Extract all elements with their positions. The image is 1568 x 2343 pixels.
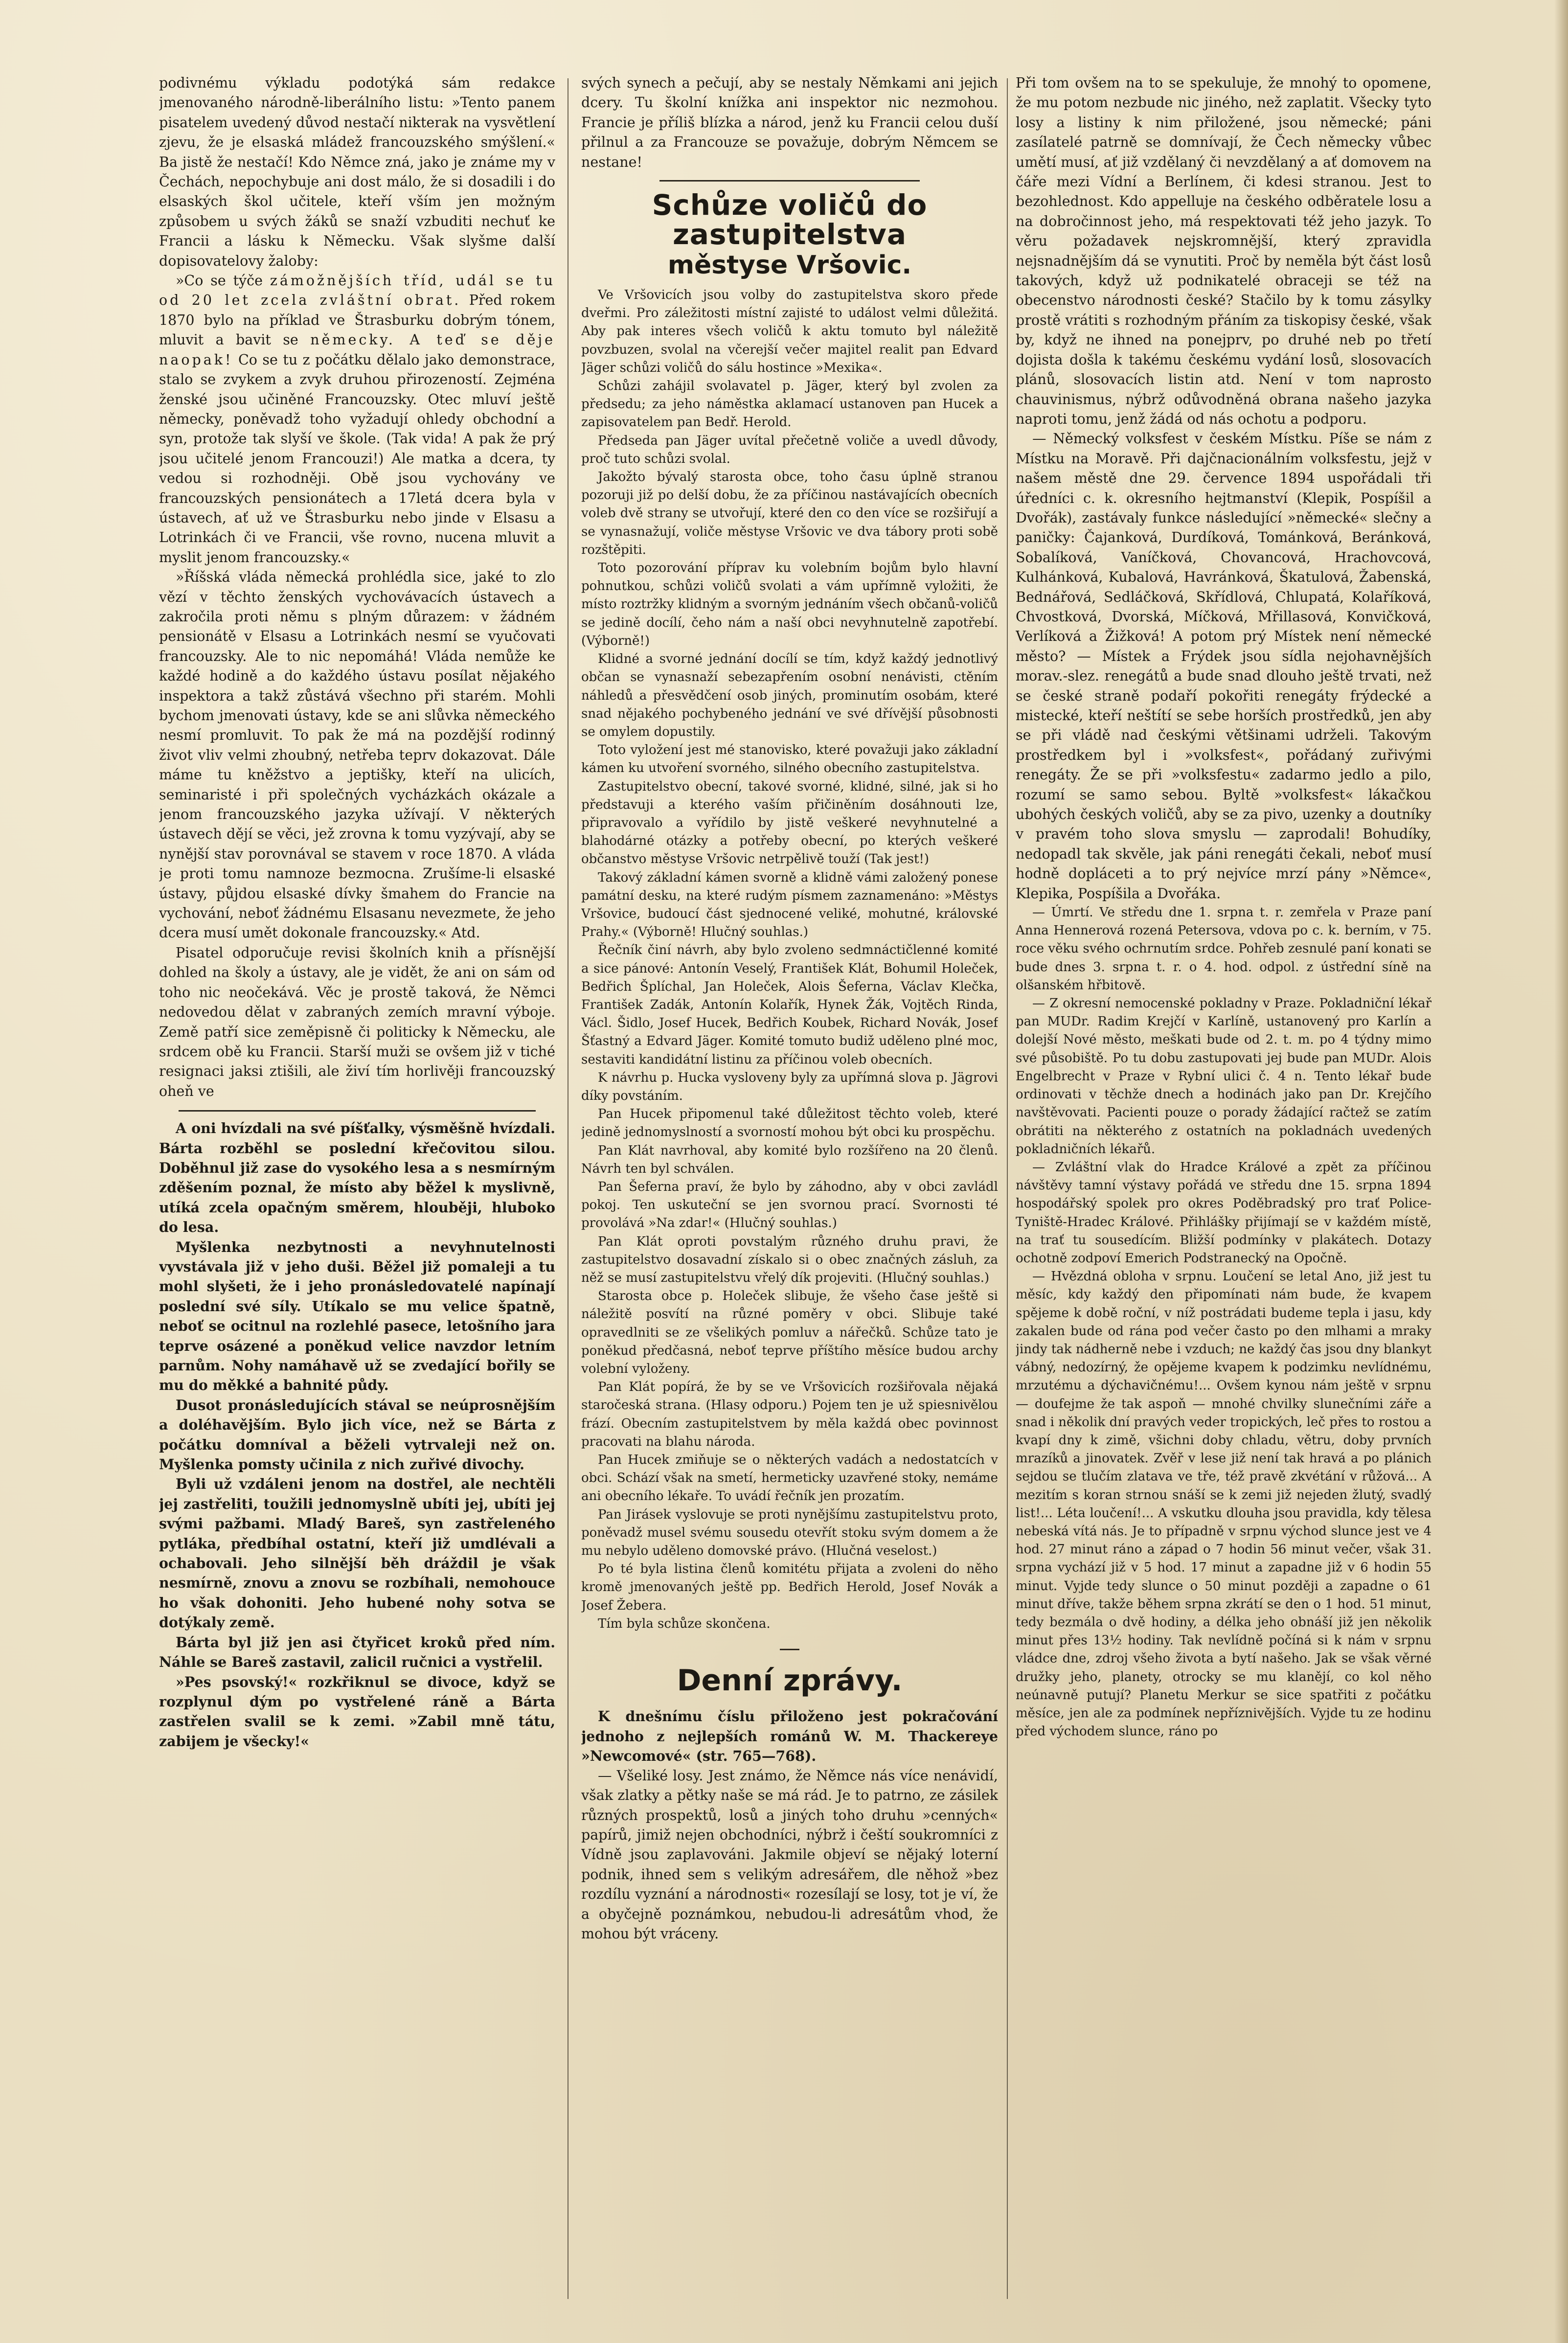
paragraph: Po té byla listina členů komitétu přijata a zvoleni do něho kromě jmenovaných ještě pp. Bedřich Herold, Josef Novák a Josef Žebera.	[581, 1562, 998, 1613]
paragraph: Byli už vzdáleni jenom na dostřel, ale nechtěli jej zastřeliti, toužili jednomyslně ubíti jej, ubíti jej svými pažbami. Mladý Bareš, syn zastřeleného pytláka, předbíhal ostatní, kteří již umdlévali a ochabovali. Jeho silnější běh dráždil je však nesmírně, znovu a znovu se rozbíhali, nemohouce ho však dohoniti. Jeho hubené nohy sotva se dotýkaly země.	[159, 1476, 555, 1631]
article-end-rule	[581, 1636, 998, 1656]
paragraph: Schůzi zahájil svolavatel p. Jäger, který byl zvolen za předsedu; za jeho náměstka aklamací ustanoven pan Hucek a zapisovatelem pan Bedř. Herold.	[581, 379, 998, 430]
paragraph: Toto vyložení jest mé stanovisko, které považuji jako základní kámen ku utvoření svorného, silného obecního zastupitelstva.	[581, 743, 998, 776]
paragraph: K dnešnímu číslu přiloženo jest pokračování jednoho z nejlepších románů W. M. Thackereye »Newcomové« (str. 765—768).	[581, 1708, 998, 1765]
paragraph: — Zvláštní vlak do Hradce Králové a zpět za příčinou návštěvy tamní výstavy pořádá ve středu dne 15. srpna 1894 hospodářský spolek pro okres Poděbradský pro trať Police-Tyniště-Hradec Králové. Přihlášky přijímají se v každém místě, na trať tu sousedícím. Bližší podmínky v plakátech. Dotazy ochotně zodpoví Emerich Podstranecký na Opočně.	[1016, 1160, 1432, 1266]
column-3	[1016, 73, 1432, 2304]
paragraph: — Hvězdná obloha v srpnu. Loučení se letal Ano, již jest tu měsíc, kdy každý den připomínati nám bude, že kvapem spějeme k době roční, v níž postrádati budeme tepla i jasu, kdy zakalen bude od rána pod večer často po den mlhami a mraky jindy tak nádherně nebe i vzduch; ne každý čas jsou dny blankyt vábný, nedozírný, že opějeme kvapem k podzimku nevlídnému, mrzutému a dýchavičnému!... Ovšem kynou nám ještě v srpnu — doufejme že tak aspoň — mnohé chvilky slunečními záře a snad i několik dní pravých veder tropických, leč přes to rostou a kvapí dny k zimě, všichni doby chladu, větru, doby prvních mrazíků a jinovatek. Zvěř v lese již není tak hravá a po plánich sejdou se tlučím zlatava ve tře, též pravě zkvétání v růžová... A mezitím s koran strnou snáší se k zemi již nejeden žlutý, svadlý list!... Léta loučení!... A vskutku dlouha jsou pravidla, kdy tělesa nebeská vítá nás. Je to případně v srpnu východ slunce jest ve 4 hod. 27 minut ráno a západ o 7 hodin 56 minut večer, však 31. srpna vychází již v 5 hod. 17 minut a zapadne již v 6 hodin 55 minut. Vyjde tedy slunce o 50 minut později a zapadne o 61 minut dříve, takže během srpna zkrátí se den o 1 hod. 51 minut, tedy bezmála o dvě hodiny, a délka jeho obnáší již jen několik minut přes 13½ hodiny. Tak nevlídně počíná si k nám v srpnu vládce dne, zdroj všeho života a bytí našeho. Jak se však věrné družky jeho, planety, otrocky se mu klanějí, co kol něho neúnavně putují? Planetu Merkur se sice spatřiti z počátku měsíce, jen ale za podmínek nepříznivějších. Vyjde tu ze hodinu před východem slunce, ráno po	[1016, 1269, 1432, 1739]
paragraph: Takový základní kámen svorně a klidně vámi založený ponese památní desku, na které rudým písmem zaznamenáno: »Městys Vršovice, budoucí část sjednocené veliké, mohutné, královské Prahy.« (Výborně! Hlučný souhlas.)	[581, 870, 998, 940]
paragraph: A oni hvízdali na své píšťalky, výsměšně hvízdali. Bárta rozběhl se poslední křečovitou silou. Doběhnul již zase do vysokého lesa a s nesmírným zděšením poznal, že místo aby běžel k myslivně, utíká zcela opačným směrem, hlouběji, hluboko do lesa.	[159, 1120, 555, 1236]
spaced-text-run: německy. A teď se děje naopak!	[159, 332, 555, 368]
text-run: »Co se týče	[176, 273, 263, 289]
paragraph: Pisatel odporučuje revisi školních knih a přísnější dohled na školy a ústavy, ale je vidět, že ani on sám od toho nic neočekává. Věc je prostě taková, že Němci nedovedou dělat v zabraných zemích mravní výboje. Země patří sice zeměpisně či politicky k Německu, ale srdcem obě ku Francii. Starší muži se ovšem již v tiché resignaci jaksi ztišili, ale živí tím horlivěji francouzský oheň ve	[159, 944, 555, 1099]
paragraph: Klidné a svorné jednání docílí se tím, když každý jednotlivý občan se vynasnaží sebezapřením osobní nenávisti, ctěním náhledů a přesvědčení osob jiných, prominutím osobám, které snad nějakého pochybeného jednání ve své dřívější působnosti se omylem dopustily.	[581, 652, 998, 739]
paragraph: — Všeliké losy. Jest známo, že Němce nás více nenávidí, však zlatky a pětky naše se má rád. Je to patrno, ze zásilek různých prospektů, losů a jiných toho druhu »cenných« papírů, jimiž nejen obchodníci, nýbrž i čeští soukromníci z Vídně jsou zaplavováni. Jakmile objeví se nějaký loterní podnik, ihned sem s velikým adresářem, dle něhož »bez rozdílu vyznání a národnosti« rozesílají se losy, tot je ví, že a obyčejně poznámkou, nebudou-li adresátům vhod, že mohou být vráceny.	[581, 1767, 998, 1942]
paragraph: podivnému výkladu podotýká sám redakce jmenovaného národně-liberálního listu: »Tento panem pisatelem uvedený důvod nestačí nikterak na vysvětlení zjevu, že je elsaská mládež francouzského smýšlení.« Ba jistě že nestačí! Kdo Němce zná, jako je známe my v Čechách, nepochybuje ani dost málo, že si dosadili i do elsaských škol učitele, kteří vším jen možným způsobem u svých žáků se snaží vzbuditi nechuť ke Francii a lásku k Německu. Však slyšme další dopisovatelovy žaloby:	[159, 75, 555, 269]
section-headline: Denní zprávy.	[677, 1663, 903, 1698]
column-2	[581, 73, 998, 2304]
paragraph: »Pes psovský!« rozkřiknul se divoce, když se rozplynul dým po vystřelené ráně a Bárta zastřelen svalil se k zemi. »Zabil mně tátu, zabijem je všecky!«	[159, 1673, 555, 1750]
paragraph: Starosta obce p. Holeček slibuje, že všeho čase ještě si náležitě posvítí na různé poměry v obci. Slibuje také opravedlniti se ze všelikých pomluv a nářečků. Schůze tato je poněkud předčasná, neboť teprve příštího měsíce budou archy volební vyloženy.	[581, 1289, 998, 1377]
paragraph: Pan Klát oproti povstalým různého druhu pravi, že zastupitelstvo dosavadní získalo si o obec značných zásluh, za něž se musí zastupitelstvu vřelý dík projeviti. (Hlučný souhlas.)	[581, 1234, 998, 1285]
paragraph: Pan Hucek připomenul také důležitost těchto voleb, které jedině jednomyslností a svorností mohou být obci ku prospěchu.	[581, 1107, 998, 1140]
text-run: Co se tu z počátku dělalo jako demonstrace, stalo se zvykem a zvyk druhou přirozeností. Zejména ženské jsou učiněné Francouzsky. Otec mluví ještě německy, poněvadž toho vyžadují ohledy obchodní a syn, protože tak slyší ve škole. (Tak vida! A pak že prý jsou učitelé jenom Francouzi!) Ale matka a dcera, ty vedou si rozhodněji. Obě jsou vychovány ve francouzských pensionátech a 17letá dcera byla v ústavech, ať už ve Štrasburku nebo jinde v Elsasu a Lotrinkách či ve Francii, vše rovno, nucena mluvit a myslit jenom francouzsky.«	[159, 351, 555, 566]
paragraph	[159, 271, 555, 568]
paragraph: svých synech a pečují, aby se nestaly Němkami ani jejich dcery. Tu školní knížka ani inspektor nic nezmohou. Francie je příliš blízka a národ, jenž ku Francii celou duší přilnul a za Francouze se považuje, dobrým Němcem se nestane!	[581, 75, 998, 170]
paragraph: Při tom ovšem na to se spekuluje, že mnohý to opomene, že mu potom nezbude nic jiného, než zaplatit. Všecky tyto losy a listiny k nim přiložené, jsou německé; páni zasílatelé patrně se domnívají, že Čech německy vůbec umětí musí, ať již vzdělaný či nevzdělaný a ať domovem na čáře mezi Vídní a Berlínem, či kdesi stranou. Jest to bezohlednost. Kdo appelluje na českého odběratele losu a na dobročinnost jeho, má respektovati též jeho jazyk. To věru požadavek nejskromnější, který zpravidla nejsnadnějším dá se vynutiti. Proč by neměla být část losů takových, když už podnikatelé obraceji se též na obecenstvo národnosti české? Stačilo by k tomu zásylky prostě vrátiti s rozhodným přáním za tiskopisy české, však by, když ne ihned na ponejprv, po druhé neb po třetí dojista došla k takému českému vydání losů, slosovacích plánů, slosovacích listin atd. Není v tom naprosto chauvinismus, nýbrž odůvodněná obrana našeho jazyka naproti tomu, jenž žádá od nás ochotu a podporu.	[1016, 75, 1432, 427]
paragraph: Dusot pronásledujících stával se neúprosnějším a doléhavějším. Bylo jich více, než se Bárta z počátku domníval a běželi vytrvaleji než on. Myšlenka pomsty učinila z nich zuřivé divochy.	[159, 1396, 555, 1473]
paragraph: Ve Vršovicích jsou volby do zastupitelstva skoro přede dveřmi. Pro záležitosti místní zajisté to událost velmi důležitá. Aby pak interes všech voličů k aktu tomuto byl náležitě povzbuzen, svolal na včerejší večer majitel realit pan Edvard Jäger schůzi voličů do sálu hostince »Mexika«.	[581, 288, 998, 375]
paragraph: »Říšská vláda německá prohlédla sice, jaké to zlo vězí v těchto ženských vychovávacích ústavech a zakročila proti němu s plným důrazem: v žádném pensionátě v Elsasu a Lotrinkách nesmí se vyučovati francouzsky. Ale to nic nepomáhá! Vláda nemůže ke každé hodině a do každého ústavu posílat nějakého inspektora a takž zůstává všechno při starém. Mohli bychom jmenovati ústavy, kde se ani slůvka německého nesmí promluvit. To pak že má na pozdější rodinný život vliv velmi zhoubný, netřeba teprv dokazovat. Dále máme tu kněžstvo a jeptišky, kteří na ulicích, seminaristé i při společných vycházkách okázale a jenom francouzského jazyka užívají. V některých ústavech dějí se věci, jež zrovna k tomu vyzývají, aby se nynější stav porovnával se stavem v roce 1870. A vláda je proti tomu namnoze bezmocna. Zrušíme-li elsaské ústavy, půjdou elsaské dívky šmahem do Francie na vychování, neboť žádnému Elsasanu nevezmete, že jeho dcera musí umět dokonale francouzsky.« Atd.	[159, 569, 555, 941]
paragraph: — Z okresní nemocenské pokladny v Praze. Pokladniční lékař pan MUDr. Radim Krejčí v Karlíně, ustanovený pro Karlín a dolejší Nové město, meškati bude od 2. t. m. po 4 týdny mimo své působiště. Po tu dobu zastupovati jej bude pan MUDr. Alois Engelbrecht v Praze v Rybní ulici č. 4 n. Tento lékař bude ordinovati v těchže dnech a hodinách jako pan Dr. Krejčího navštěvovati. Pacienti pouze o porady žádající račtež se zatím obrátiti na některého z ostatních na pokladnách uvedených pokladničních lékařů.	[1016, 996, 1432, 1157]
paragraph: Jakožto bývalý starosta obce, toho času úplně stranou pozoruji již po delší dobu, že za příčinou nastávajících obecních voleb dvě strany se utvořují, které den co den více se rozšiřují a se vynasnažují, voliče městyse Vršovic ve dva tábory proti sobě rozštěpiti.	[581, 470, 998, 557]
paragraph: Pan Jirásek vyslovuje se proti nynějšímu zastupitelstvu proto, poněvadž musel svému sousedu otevřít stoku svým domem a že mu nebylo uděleno domovské právo. (Hlučná veselost.)	[581, 1507, 998, 1559]
paragraph: Tím byla schůze skončena.	[598, 1616, 771, 1631]
paragraph: Toto pozorování příprav ku volebním bojům bylo hlavní pohnutkou, schůzi voličů svolati a vám upřímně vyložiti, že místo roztržky klidným a svorným jednáním všech občanů-voličů se jedině docílí, čeho nám a naší obci nevyhnutelně zapotřebí. (Výborně!)	[581, 561, 998, 648]
paragraph: — Německý volksfest v českém Místku. Píše se nám z Místku na Moravě. Při dajčnacionálním volksfestu, jejž v našem městě dne 29. července 1894 uspořádali tři úředníci c. k. okresního hejtmanství (Klepik, Pospíšil a Dvořák), zastávaly funkce následující »německé« slečny a paničky: Čajanková, Durdíková, Tománková, Beránková, Sobalíková, Vaníčková, Chovancová, Hrachovcová, Kulhánková, Kubalová, Havránková, Škatulová, Žabenská, Bednářová, Sedláčková, Skřídlová, Chlupatá, Kolaříková, Chvostková, Dvorská, Míčková, Mřillasová, Konvičková, Verlíková a Žižková! A potom prý Místek není německé město? — Místek a Frýdek jsou sídla nejohavnějších morav.-slez. renegátů a bude snad dlouho ještě trvati, než se české straně podaří pokořiti renegáty frýdecké a mistecké, kteří neštítí se sebe horších prostředků, jen aby se při vládě nad českými většinami udrželi. Takovým prostředkem byl i »volksfest«, pořádaný zuřivými renegáty. Že se při »volksfestu« zadarmo jedlo a pilo, rozumí se samo sebou. Byltě »volksfest« lákačkou ubohých českých voličů, aby se za pivo, uzenky a doutníky v pravém toho slova smyslu — zaprodali! Bohudíky, nedopadl tak skvěle, jak páni renegáti čekali, neboť musí hodně dopláceti a to prý nejvíce mrzí pány »Němce«, Klepika, Pospíšila a Dvořáka.	[1016, 431, 1432, 902]
paragraph: — Úmrtí. Ve středu dne 1. srpna t. r. zemřela v Praze paní Anna Hennerová rozená Petersova, vdova po c. k. berním, v 75. roce věku svého ochrnutím srdce. Pohřeb zesnulé paní konati se bude dnes 3. srpna t. r. o 4. hod. odpol. z ústřední síně na olšanském hřbitově.	[1016, 905, 1432, 993]
paragraph: Zastupitelstvo obecní, takové svorné, klidné, silné, jak si ho představuji a kterého vaším přičiněním dosáhnouti lze, připravovalo a vyřídilo by jistě veškeré nevyhnutelné a blahodárné otázky a potřeby obecní, po kterých veškeré občanstvo městyse Vršovic netrpělivě touží (Tak jest!)	[581, 779, 998, 867]
paragraph: Řečník činí návrh, aby bylo zvoleno sedmnáctičlenné komité a sice pánové: Antonín Veselý, František Klát, Bohumil Holeček, Bedřich Šplíchal, Jan Holeček, Alois Šeferna, Václav Klečka, František Zadák, Antonín Kolařík, Hynek Žák, Vojtěch Rinda, Václ. Šidlo, Josef Hucek, Bedřich Koubek, Richard Novák, Josef Šťastný a Edvard Jäger. Komité tomuto budiž uděleno plné moc, sestaviti kandidátní listinu za příčinou voleb obecních.	[581, 943, 998, 1067]
paragraph: Pan Šeferna praví, že bylo by záhodno, aby v obci zavládl pokoj. Ten uskuteční se jen svornou prací. Svornosti té provolává »Na zdar!« (Hlučný souhlas.)	[581, 1179, 998, 1231]
column-rule-right	[1007, 78, 1008, 2299]
paragraph: Předseda pan Jäger uvítal přečetně voliče a uvedl důvody, proč tuto schůzi svolal.	[581, 433, 998, 466]
section-divider	[659, 180, 920, 182]
article-headline: Schůze voličů do zastupitelstva	[652, 188, 928, 251]
text-run: Před rokem 1870 bylo na příklad ve Štrasburku dobrým tónem, mluvit a bavit se	[159, 292, 555, 348]
paragraph: Pan Hucek zmiňuje se o některých vadách a nedostatcích v obci. Schází však na smetí, hermeticky uzavřené stoky, nemáme ani obecního lékaře. To uvádí řečník jen prozatím.	[581, 1453, 998, 1504]
article-headline-line-2: městyse Vršovic.	[667, 250, 912, 280]
spaced-text-run: zámožnějších tříd, udál se tu od 20 let zcela zvláštní obrat.	[159, 273, 555, 309]
paragraph: Pan Klát popírá, že by se ve Vršovicích rozšiřovala nějaká staročeská strana. (Hlasy odporu.) Pojem ten je už spiesnivělou frází. Obecním zastupitelstvem by měla každá obec povinnost pracovati na blahu národa.	[581, 1380, 998, 1449]
page-edge-shadow	[1554, 0, 1568, 2343]
paragraph: Bárta byl již jen asi čtyřicet kroků před ním. Náhle se Bareš zastavil, zalicil ručnici a vystřelil.	[159, 1634, 555, 1671]
section-divider	[179, 1110, 536, 1112]
paragraph: Pan Klát navrhoval, aby komité bylo rozšířeno na 20 členů. Návrh ten byl schválen.	[581, 1143, 998, 1176]
column-1	[159, 73, 555, 2304]
paragraph: K návrhu p. Hucka vysloveny byly za upřímná slova p. Jägrovi díky povstáním.	[581, 1070, 998, 1103]
paragraph: Myšlenka nezbytnosti a nevyhnutelnosti vyvstávala již v jeho duši. Běžel již pomaleji a tu mohl slyšeti, že i jeho pronásledovatelé napínají poslední své síly. Utíkalo se mu velice špatně, neboť se ocitnul na rozlehlé pasece, letošního jara teprve osázené a poněkud velice navzdor letním parnům. Nohy namáhavě už se zvedající bořily se mu do měkké a bahnité půdy.	[159, 1238, 555, 1394]
